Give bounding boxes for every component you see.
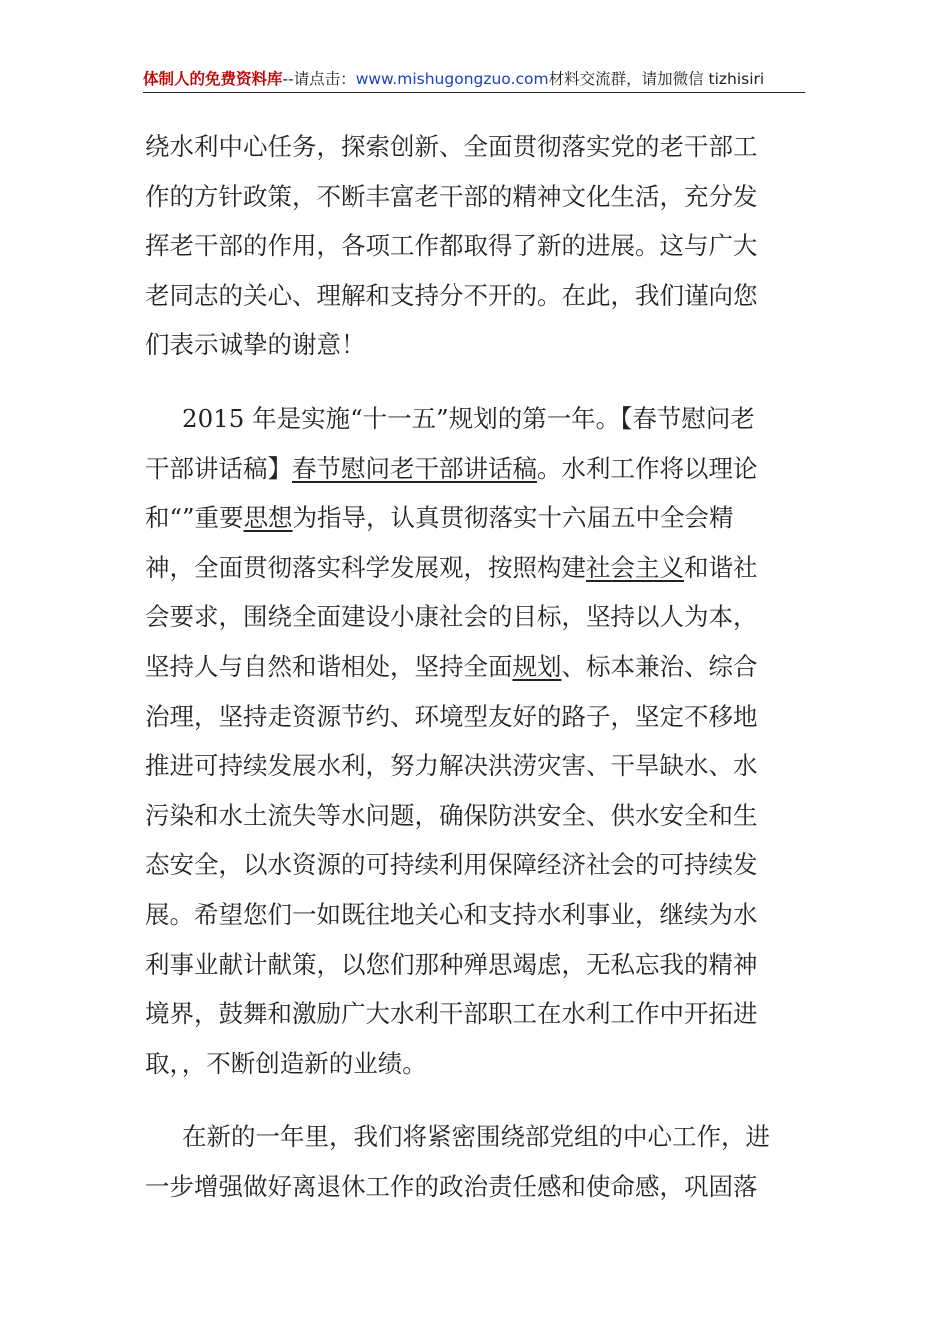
- paragraph-2: [145, 394, 805, 1088]
- text-line: 利事业献计献策，以您们那种殚思竭虑，无私忘我的精神: [145, 949, 758, 979]
- header-brand-link[interactable]: 体制人的免费资料库: [143, 70, 283, 88]
- text-line: 治理，坚持走资源节约、环境型友好的路子，坚定不移地: [145, 701, 758, 731]
- text-fragment: 、标本兼治、综合: [561, 651, 758, 681]
- text-line: 境界，鼓舞和激励广大水利干部职工在水利工作中开拓进: [145, 999, 758, 1029]
- text-line: [145, 493, 805, 543]
- text-line: [145, 543, 805, 593]
- text-line: 会要求，围绕全面建设小康社会的目标，坚持以人为本，: [145, 602, 758, 632]
- text-line: 2015 年是实施“十一五”规划的第一年。【春节慰问老: [182, 403, 755, 433]
- text-line: 绕水利中心任务，探索创新、全面贯彻落实党的老干部工: [145, 132, 758, 161]
- paragraph-1: [145, 122, 805, 370]
- header-separator: --请点击：: [282, 70, 356, 88]
- text-fragment: 干部讲话稿】: [145, 453, 292, 483]
- text-fragment: 神，全面贯彻落实科学发展观，按照构建: [145, 552, 586, 582]
- text-line: 在新的一年里，我们将紧密围绕部党组的中心工作，进: [182, 1122, 770, 1152]
- header-wechat-note: 材料交流群，请加微信 tizhisiri: [548, 70, 765, 88]
- article-title-link[interactable]: 春节慰问老干部讲话稿: [292, 453, 537, 483]
- text-line: 取，，不断创造新的业绩。: [145, 1048, 427, 1078]
- text-fragment: 坚持人与自然和谐相处，坚持全面: [145, 651, 513, 681]
- page-header: [143, 66, 805, 93]
- paragraph-gap: [145, 370, 805, 394]
- text-line: 展。希望您们一如既往地关心和支持水利事业，继续为水: [145, 899, 758, 929]
- header-url-link[interactable]: www.mishugongzuo.com: [355, 70, 549, 88]
- text-line: 污染和水土流失等水问题，确保防洪安全、供水安全和生: [145, 800, 758, 830]
- text-line: 一步增强做好离退休工作的政治责任感和使命感，巩固落: [145, 1171, 758, 1201]
- text-line: 们表示诚挚的谢意！: [145, 330, 366, 360]
- shehuizhuyi-link[interactable]: 社会主义: [586, 552, 684, 582]
- text-fragment: 和谐社: [684, 552, 758, 582]
- sixiang-link[interactable]: 思想: [243, 503, 293, 533]
- text-line: 老同志的关心、理解和支持分不开的。在此，我们谨向您: [145, 280, 758, 310]
- text-line: [145, 444, 805, 494]
- document-body: [145, 122, 805, 1211]
- text-fragment: 。水利工作将以理论: [537, 453, 758, 483]
- text-line: 作的方针政策，不断丰富老干部的精神文化生活，充分发: [145, 181, 758, 211]
- text-line: 推进可持续发展水利，努力解决洪涝灾害、干旱缺水、水: [145, 751, 758, 781]
- text-line: 态安全，以水资源的可持续利用保障经济社会的可持续发: [145, 850, 758, 880]
- text-fragment: 和“”重要: [145, 503, 244, 533]
- text-line: [145, 642, 805, 692]
- paragraph-gap: [145, 1088, 805, 1112]
- text-fragment: 为指导，认真贯彻落实十六届五中全会精: [292, 503, 734, 533]
- guihua-link[interactable]: 规划: [512, 651, 562, 681]
- paragraph-3: [145, 1112, 805, 1211]
- text-line: 挥老干部的作用，各项工作都取得了新的进展。这与广大: [145, 231, 758, 261]
